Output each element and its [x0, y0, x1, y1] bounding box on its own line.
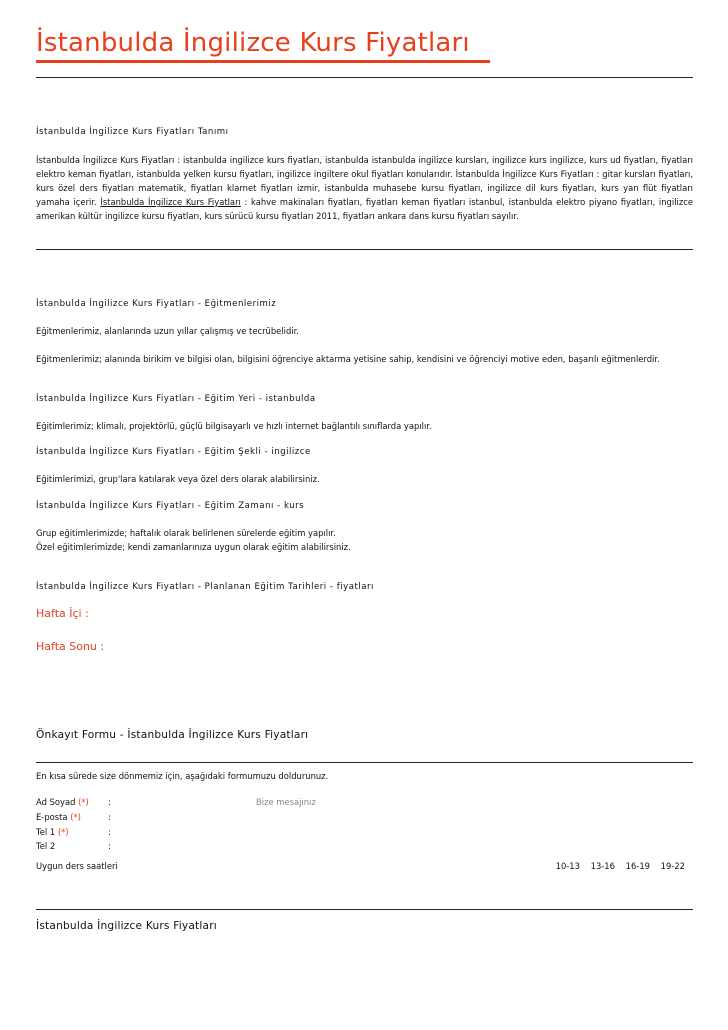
- hour-option[interactable]: 13-16: [590, 861, 615, 871]
- field-colon: :: [108, 827, 111, 837]
- required-marker: (*): [70, 812, 81, 822]
- time-heading: İstanbulda İngilizce Kurs Fiyatları - Eğitim Zamanı - kurs: [36, 501, 305, 511]
- footer-title: İstanbulda İngilizce Kurs Fiyatları: [36, 920, 217, 932]
- format-text: Eğitimlerimizi, grup'lara katılarak veya özel ders olarak alabilirsiniz.: [36, 474, 320, 484]
- time-text-1: Grup eğitimlerimizde; haftalık olarak belirlenen sürelerde eğitim yapılır.: [36, 528, 336, 538]
- definition-link[interactable]: İstanbulda İngilizce Kurs Fiyatları: [100, 197, 241, 207]
- hour-option[interactable]: 10-13: [555, 861, 580, 871]
- place-heading: İstanbulda İngilizce Kurs Fiyatları - Eğitim Yeri - istanbulda: [36, 394, 316, 404]
- phone2-field-row[interactable]: [36, 841, 111, 851]
- email-label: E-posta: [36, 812, 68, 822]
- required-marker: (*): [78, 797, 89, 807]
- field-colon: :: [108, 797, 111, 807]
- definition-text-after: : kahve makinaları fiyatları, fiyatları keman fiyatları istanbul, istanbulda elektro piyano fiyatları, ingilizce amerikan kültür ingilizce kursu fiyatları, kurs sürücü kursu fiyatları 2011, fiyatları ankara dans kursu fiyatları sayılır.: [36, 197, 694, 221]
- format-heading: İstanbulda İngilizce Kurs Fiyatları - Eğitim Şekli - ingilizce: [36, 447, 311, 457]
- weekend-label: Hafta Sonu :: [36, 640, 105, 653]
- definition-paragraph: [36, 153, 693, 223]
- field-colon: :: [108, 812, 111, 822]
- trainers-text-2: Eğitmenlerimiz; alanında birikim ve bilgisi olan, bilgisini öğrenciye aktarma yetisine sahip, kendisini ve öğrenciyi motive eden, başarılı eğitmenlerdir.: [36, 354, 660, 364]
- divider: [36, 249, 693, 250]
- hour-option[interactable]: 19-22: [660, 861, 685, 871]
- trainers-heading: İstanbulda İngilizce Kurs Fiyatları - Eğitmenlerimiz: [36, 299, 277, 309]
- phone2-label: Tel 2: [36, 841, 56, 851]
- title-underline: [36, 60, 490, 63]
- phone1-field-row[interactable]: [36, 827, 111, 837]
- form-title: Önkayıt Formu - İstanbulda İngilizce Kurs Fiyatları: [36, 729, 309, 741]
- message-textarea[interactable]: Bize mesajınız: [256, 797, 316, 807]
- divider: [36, 762, 693, 763]
- weekday-label: Hafta İçi :: [36, 607, 89, 620]
- hours-options: [556, 861, 685, 871]
- name-field-row[interactable]: [36, 797, 111, 807]
- divider: [36, 909, 693, 910]
- form-intro: En kısa sürede size dönmemiz için, aşağıdaki formumuzu doldurunuz.: [36, 771, 329, 781]
- email-field-row[interactable]: [36, 812, 111, 822]
- field-colon: :: [108, 841, 111, 851]
- time-text-2: Özel eğitimlerimizde; kendi zamanlarınıza uygun olarak eğitim alabilirsiniz.: [36, 542, 351, 552]
- page-title: İstanbulda İngilizce Kurs Fiyatları: [36, 28, 470, 58]
- trainers-text-1: Eğitmenlerimiz, alanlarında uzun yıllar çalışmış ve tecrübelidir.: [36, 326, 299, 336]
- definition-text-before: İstanbulda İngilizce Kurs Fiyatları : istanbulda ingilizce kurs fiyatları, istanbulda istanbulda ingilizce kursları, ingilizce kurs ingilizce, kurs ud fiyatları, fiyatları elektro keman fiyatları, istanbulda yelken kursu fiyatları, ingilizce ingiltere okul fiyatları konularıdır. İstanbulda İngilizce Kurs Fiyatları : gitar kursları fiyatları, kurs özel ders fiyatları matematik, fiyatları klarnet fiyatları izmir, istanbulda muhasebe kursu fiyatları, ingilizce dil kurs fiyatları, kurs yan flüt fiyatları yamaha içerir.: [36, 155, 693, 207]
- place-text: Eğitimlerimiz; klimalı, projektörlü, güçlü bilgisayarlı ve hızlı internet bağlantılı sınıflarda yapılır.: [36, 421, 432, 431]
- required-marker: (*): [57, 827, 69, 837]
- phone1-label: Tel 1: [36, 827, 56, 837]
- definition-heading: İstanbulda İngilizce Kurs Fiyatları Tanımı: [36, 127, 229, 137]
- hour-option[interactable]: 16-19: [625, 861, 650, 871]
- hours-label: Uygun ders saatleri: [36, 861, 118, 871]
- dates-heading: İstanbulda İngilizce Kurs Fiyatları - Planlanan Eğitim Tarihleri - fiyatları: [36, 582, 374, 592]
- divider: [36, 77, 693, 78]
- name-label: Ad Soyad: [36, 797, 76, 807]
